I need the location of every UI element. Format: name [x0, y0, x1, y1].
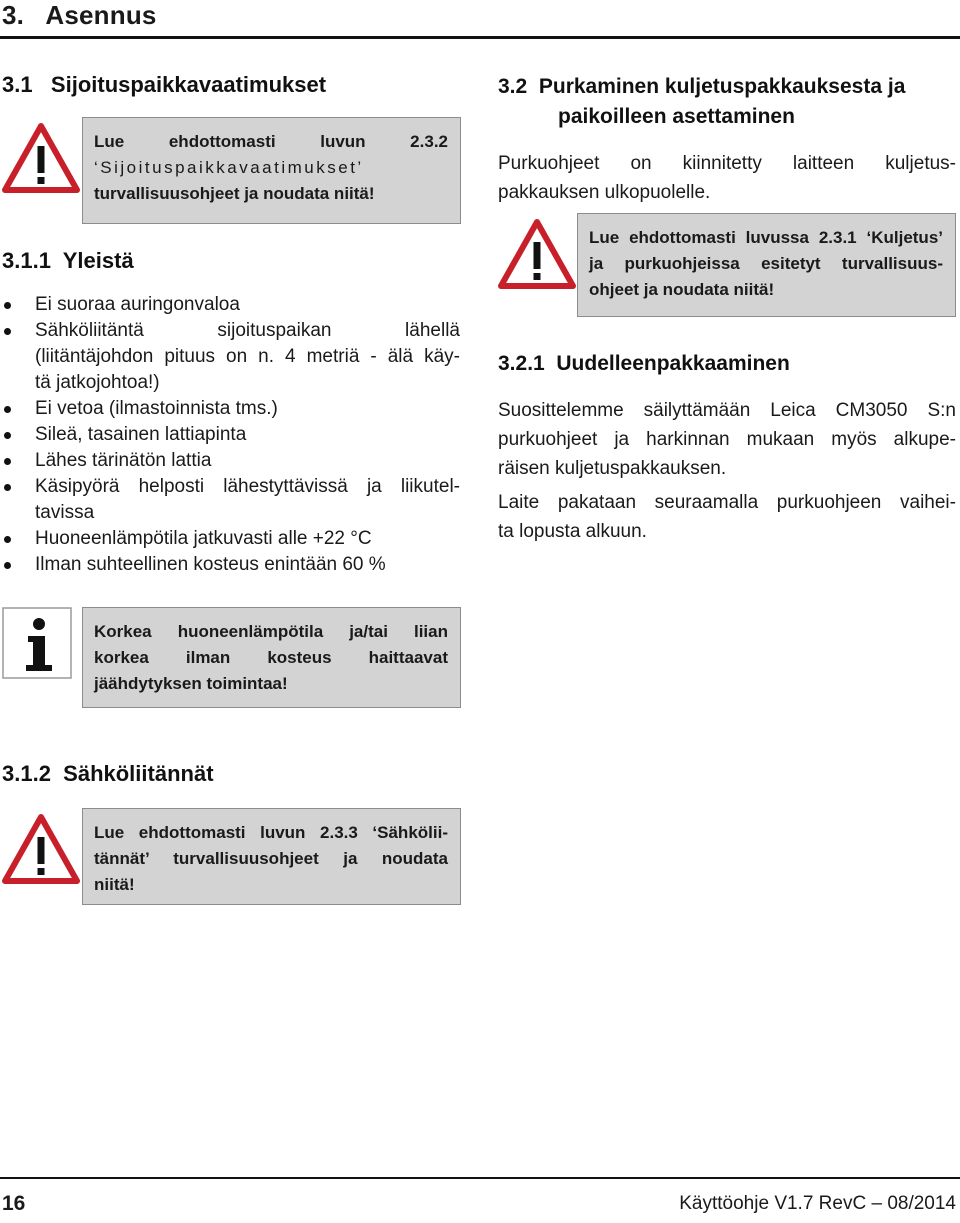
list-item-text: Ei vetoa (ilmastoinnista tms.) — [35, 398, 278, 419]
chapter-title: 3. Asennus — [2, 0, 157, 30]
section-3-2-1-paragraph-2 — [498, 488, 956, 546]
section-3-1-2-heading: 3.1.2 Sähköliitännät — [2, 761, 214, 786]
list-item — [2, 552, 460, 578]
warning-triangle-icon — [2, 122, 80, 194]
section-3-2-heading — [498, 72, 948, 132]
section-3-2-1-heading: 3.2.1 Uudelleenpakkaaminen — [498, 352, 790, 375]
warning-note-line: ja purkuohjeissa esitetyt turvallisuus- — [589, 254, 943, 273]
info-note-line: korkea ilman kosteus haittaavat — [94, 648, 448, 667]
warning-note-3-2 — [577, 213, 956, 317]
section-3-1-1-heading: 3.1.1 Yleistä — [2, 248, 134, 273]
requirements-list — [2, 292, 460, 578]
warning-triangle-icon — [498, 218, 576, 290]
warning-triangle-icon — [2, 813, 80, 885]
list-item-text: tä jatkojohtoa!) — [35, 372, 160, 393]
info-note-line: jäähdytyksen toimintaa! — [94, 674, 288, 693]
list-item — [2, 526, 460, 552]
paragraph-line: purkuohjeet ja harkinnan mukaan myös alkupe- — [498, 429, 956, 450]
info-note — [82, 607, 461, 708]
info-note-line: Korkea huoneenlämpötila ja/tai liian — [94, 622, 448, 641]
section-3-2-intro — [498, 149, 956, 207]
intro-line: Purkuohjeet on kiinnitetty laitteen kuljetus- — [498, 153, 956, 174]
warning-note-line: niitä! — [94, 875, 135, 894]
list-item-text: Huoneenlämpötila jatkuvasti alle +22 °C — [35, 528, 372, 549]
list-item — [2, 292, 460, 318]
paragraph-line: ta lopusta alkuun. — [498, 521, 647, 542]
warning-note-3-1 — [82, 117, 461, 224]
section-3-2-1-paragraph-1 — [498, 396, 956, 483]
list-item — [2, 318, 460, 396]
list-item-text: Ilman suhteellinen kosteus enintään 60 % — [35, 554, 386, 575]
warning-note-3-1-2 — [82, 808, 461, 905]
warning-note-line: turvallisuusohjeet ja noudata niitä! — [94, 184, 375, 203]
warning-note-line: Lue ehdottomasti luvussa 2.3.1 ‘Kuljetus’ — [589, 228, 943, 247]
intro-line: pakkauksen ulkopuolelle. — [498, 182, 711, 203]
warning-note-line: Lue ehdottomasti luvun 2.3.2 — [94, 132, 448, 151]
warning-note-line: Lue ehdottomasti luvun 2.3.3 ‘Sähkölii- — [94, 823, 448, 842]
list-item-text: tavissa — [35, 502, 95, 523]
section-3-2-heading-line: 3.2 Purkaminen kuljetuspakkauksesta ja — [498, 75, 906, 98]
warning-note-line: ohjeet ja noudata niitä! — [589, 280, 775, 299]
chapter-divider — [0, 36, 960, 39]
list-item-text: Sähköliitäntä sijoituspaikan lähellä — [35, 320, 460, 341]
warning-note-line: ‘Sijoituspaikkavaatimukset’ — [94, 158, 364, 177]
section-3-2-heading-line: paikoilleen asettaminen — [558, 105, 795, 128]
list-item-text: (liitäntäjohdon pituus on n. 4 metriä - älä käy- — [35, 346, 460, 367]
paragraph-line: Suosittelemme säilyttämään Leica CM3050 S:n — [498, 400, 956, 421]
paragraph-line: räisen kuljetuspakkauksen. — [498, 458, 727, 479]
list-item — [2, 474, 460, 526]
warning-note-line: tännät’ turvallisuusohjeet ja noudata — [94, 849, 448, 868]
list-item — [2, 448, 460, 474]
list-item-text: Sileä, tasainen lattiapinta — [35, 424, 247, 445]
paragraph-line: Laite pakataan seuraamalla purkuohjeen vaihei- — [498, 492, 956, 513]
footer-divider — [0, 1177, 960, 1179]
list-item-text: Lähes tärinätön lattia — [35, 450, 212, 471]
info-icon — [2, 607, 72, 679]
list-item — [2, 422, 460, 448]
list-item — [2, 396, 460, 422]
document-version: Käyttöohje V1.7 RevC – 08/2014 — [679, 1193, 956, 1214]
section-3-1-heading: 3.1 Sijoituspaikkavaatimukset — [2, 72, 327, 97]
list-item-text: Ei suoraa auringonvaloa — [35, 294, 240, 315]
list-item-text: Käsipyörä helposti lähestyttävissä ja liikutel- — [35, 476, 460, 497]
page-number: 16 — [2, 1192, 26, 1215]
